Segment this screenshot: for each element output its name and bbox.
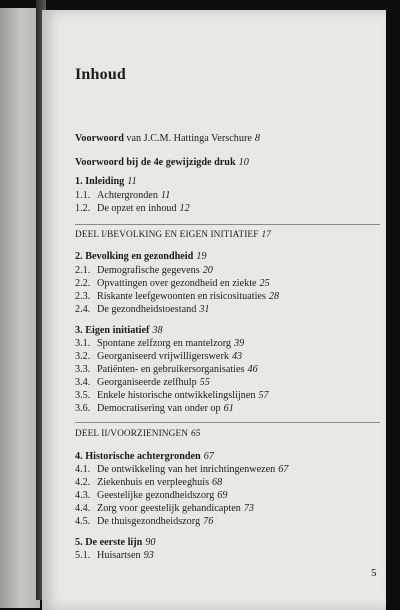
entry-page: 67	[203, 451, 214, 462]
entry-label: Patiënten- en gebruikersorganisaties	[97, 364, 245, 375]
entry-label: 2. Bevolking en gezondheid	[75, 251, 194, 262]
entry-page: 68	[212, 477, 223, 488]
entry-label-continuation: van J.C.M. Hattinga Verschure	[123, 133, 252, 144]
entry-page: 19	[196, 251, 207, 262]
toc-entry	[75, 403, 234, 415]
entry-label: Spontane zelfzorg en mantelzorg	[97, 338, 231, 349]
section-divider	[75, 422, 380, 423]
entry-number: 3.5.	[75, 390, 91, 401]
entry-number: 4.2.	[75, 477, 91, 488]
page-title: Inhoud	[75, 66, 127, 83]
entry-page: 11	[160, 190, 171, 201]
toc-entry	[75, 364, 258, 376]
entry-number: 2.4.	[75, 304, 91, 315]
entry-label: De thuisgezondheidszorg	[97, 516, 201, 527]
toc-entry	[75, 278, 270, 290]
entry-number: 2.1.	[75, 265, 91, 276]
toc-chapter-4	[75, 451, 214, 463]
entry-page: 65	[191, 429, 201, 439]
entry-number: 4.4.	[75, 503, 91, 514]
entry-label: Enkele historische ontwikkelingslijnen	[97, 390, 256, 401]
toc-chapter-1	[75, 176, 137, 188]
entry-label: Democratisering van onder op	[97, 403, 221, 414]
entry-number: 2.2.	[75, 278, 91, 289]
toc-part-1	[75, 229, 271, 241]
entry-label: Georganiseerd vrijwilligerswerk	[97, 351, 229, 362]
toc-chapter-2	[75, 251, 207, 263]
entry-label: Ziekenhuis en verpleeghuis	[97, 477, 210, 488]
entry-number: 1.2.	[75, 203, 91, 214]
entry-page: 61	[223, 403, 234, 414]
entry-label: 3. Eigen initiatief	[75, 325, 150, 336]
toc-entry	[75, 503, 254, 515]
entry-label: De ontwikkeling van het inrichtingenwezen	[97, 464, 276, 475]
entry-page: 69	[217, 490, 228, 501]
entry-label: Huisartsen	[97, 550, 141, 561]
entry-label: Georganiseerde zelfhulp	[97, 377, 197, 388]
entry-page: 55	[199, 377, 210, 388]
entry-page: 12	[179, 203, 190, 214]
entry-page: 67	[278, 464, 289, 475]
toc-entry-voorwoord-4e-druk	[75, 157, 249, 169]
toc-part-2	[75, 428, 201, 440]
toc-entry	[75, 377, 210, 389]
entry-number: 1.1.	[75, 190, 91, 201]
entry-number: 4.3.	[75, 490, 91, 501]
toc-entry	[75, 550, 154, 562]
entry-number: 4.5.	[75, 516, 91, 527]
entry-number: 3.2.	[75, 351, 91, 362]
facing-page-edge	[0, 8, 40, 608]
entry-page: 43	[231, 351, 243, 362]
entry-page: 38	[152, 325, 163, 336]
entry-label: 4. Historische achtergronden	[75, 451, 201, 462]
entry-label: 5. De eerste lijn	[75, 537, 143, 548]
entry-number: 3.6.	[75, 403, 91, 414]
entry-label: Opvattingen over gezondheid en ziekte	[97, 278, 257, 289]
entry-number: 5.1.	[75, 550, 91, 561]
entry-number: 2.3.	[75, 291, 91, 302]
entry-page: 39	[234, 338, 245, 349]
toc-entry	[75, 190, 170, 202]
entry-label: Voorwoord bij de 4e gewijzigde druk	[75, 157, 236, 168]
toc-chapter-5	[75, 537, 156, 549]
entry-label: Demografische gegevens	[97, 265, 200, 276]
entry-page: 20	[202, 265, 213, 276]
page-number: 5	[371, 567, 377, 579]
toc-entry	[75, 291, 279, 303]
toc-entry	[75, 351, 242, 363]
toc-entry	[75, 390, 269, 402]
entry-page: 90	[145, 537, 156, 548]
entry-number: 3.4.	[75, 377, 91, 388]
toc-entry	[75, 338, 244, 350]
entry-number: 3.3.	[75, 364, 91, 375]
entry-label: De opzet en inhoud	[97, 203, 177, 214]
entry-number: 4.1.	[75, 464, 91, 475]
entry-page: 57	[258, 390, 269, 401]
entry-label: De gezondheidstoestand	[97, 304, 197, 315]
section-divider	[75, 224, 380, 225]
entry-number: 3.1.	[75, 338, 91, 349]
entry-label: DEEL II/VOORZIENINGEN	[75, 429, 189, 439]
entry-page: 17	[261, 230, 271, 240]
entry-page: 28	[268, 291, 280, 302]
entry-label: Geestelijke gezondheidszorg	[97, 490, 215, 501]
entry-page: 46	[247, 364, 258, 375]
toc-entry	[75, 464, 288, 476]
entry-label: Achtergronden	[97, 190, 158, 201]
toc-chapter-3	[75, 325, 163, 337]
toc-entry-voorwoord	[75, 133, 260, 145]
entry-label: 1. Inleiding	[75, 176, 125, 187]
toc-entry	[75, 516, 213, 528]
entry-page: 25	[259, 278, 270, 289]
entry-page: 11	[127, 176, 137, 187]
toc-entry	[75, 203, 190, 215]
toc-entry	[75, 490, 227, 502]
book-page	[42, 10, 386, 610]
entry-page: 8	[254, 133, 260, 144]
entry-page: 93	[143, 550, 154, 561]
entry-page: 31	[199, 304, 210, 315]
toc-entry	[75, 304, 210, 316]
entry-label: DEEL I/BEVOLKING EN EIGEN INITIATIEF	[75, 230, 259, 240]
toc-entry	[75, 265, 213, 277]
entry-label: Riskante leefgewoonten en risicosituaties	[97, 291, 266, 302]
entry-page: 76	[203, 516, 214, 527]
entry-label: Voorwoord	[75, 133, 124, 144]
entry-label: Zorg voor geestelijk gehandicapten	[97, 503, 241, 514]
entry-page: 73	[243, 503, 254, 514]
entry-page: 10	[238, 157, 249, 168]
toc-entry	[75, 477, 222, 489]
